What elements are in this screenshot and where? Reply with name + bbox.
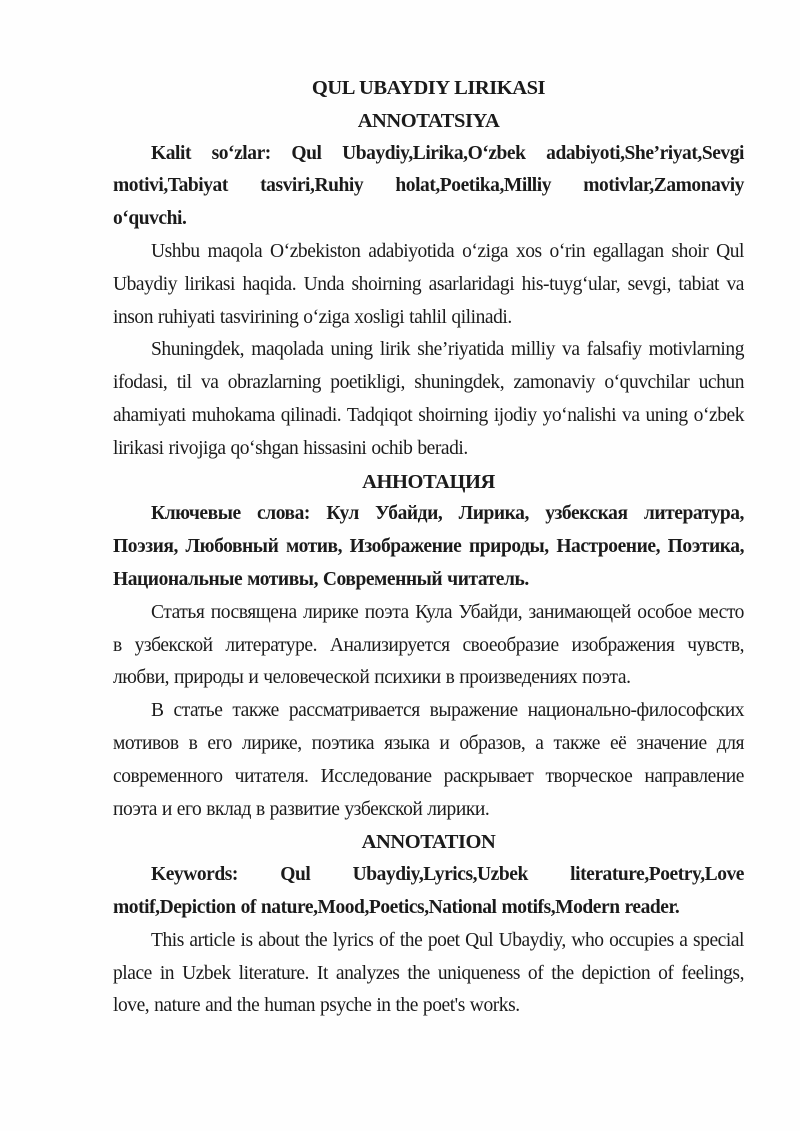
paragraph-line: В статье также рассматривается выражение национально-философских [151,700,744,722]
paragraph-line: Ubaydiy lirikasi haqida. Unda shoirning asarlaridagi his-tuyg‘ular, sevgi, tabiat va [113,273,744,295]
paragraph-line: поэта и его вклад в развитие узбекской лирики. [113,798,490,820]
paragraph-line: любви, природы и человеческой психики в произведениях поэта. [113,667,631,689]
paragraph-line: lirikasi rivojiga qo‘shgan hissasini ochib beradi. [113,437,468,459]
paragraph-line: в узбекской литературе. Анализируется своеобразие изображения чувств, [113,634,744,656]
paragraph-line: мотивов в его лирике, поэтика языка и образов, а также её значение для [113,732,744,754]
document-heading: QUL UBAYDIY LIRIKASI [311,77,546,99]
paragraph-line: ifodasi, til va obrazlarning poetikligi, shuningdek, zamonaviy o‘quvchilar uchun [113,372,744,394]
paragraph-line: inson ruhiyati tasvirining o‘ziga xosligi tahlil qilinadi. [113,306,512,328]
paragraph-line: Ushbu maqola O‘zbekiston adabiyotida o‘ziga xos o‘rin egallagan shoir Qul [151,240,744,262]
paragraph-line: love, nature and the human psyche in the poet's works. [113,995,520,1017]
document-heading: ANNOTATION [361,831,496,854]
paragraph-line: motivi,Tabiyat tasviri,Ruhiy holat,Poetika,Milliy motivlar,Zamonaviy [113,175,744,197]
paragraph-line: ahamiyati muhokama qilinadi. Tadqiqot shoirning ijodiy yo‘nalishi va uning o‘zbek [113,404,744,426]
paragraph-line: Shuningdek, maqolada uning lirik she’riyatida milliy va falsafiy motivlarning [151,339,744,361]
paragraph-line: Keywords: Qul Ubaydiy,Lyrics,Uzbek literature,Poetry,Love [151,864,744,886]
document-heading: АННОТАЦИЯ [362,470,495,493]
paragraph-line: Национальные мотивы, Современный читатель. [113,568,529,590]
paragraph-line: o‘quvchi. [113,208,187,230]
paragraph-line: современного читателя. Исследование раскрывает творческое направление [113,765,744,787]
paragraph-line: Ключевые слова: Кул Убайди, Лирика, узбекская литература, [151,503,744,525]
document-text-block [113,72,744,1023]
paragraph-line: Поэзия, Любовный мотив, Изображение природы, Настроение, Поэтика, [113,536,744,558]
paragraph-line: Статья посвящена лирике поэта Кула Убайди, занимающей особое место [151,601,744,623]
document-heading: ANNOTATSIYA [357,109,500,132]
paragraph-line: place in Uzbek literature. It analyzes the uniqueness of the depiction of feelings, [113,962,744,984]
paragraph-line: This article is about the lyrics of the poet Qul Ubaydiy, who occupies a special [151,929,744,951]
paragraph-line: Kalit so‘zlar: Qul Ubaydiy,Lirika,O‘zbek adabiyoti,She’riyat,Sevgi [151,142,744,164]
paragraph-line: motif,Depiction of nature,Mood,Poetics,National motifs,Modern reader. [113,896,680,918]
